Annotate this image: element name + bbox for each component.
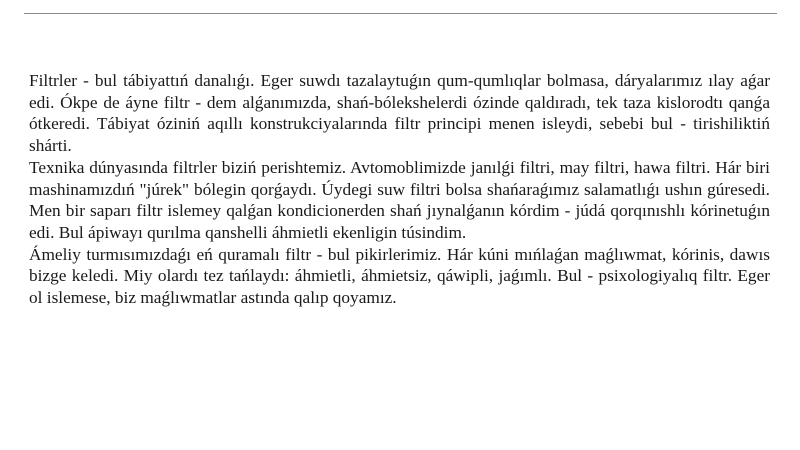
document-body [29,70,770,309]
header-rule [24,13,777,14]
paragraph-nature-filters: Filtrler - bul tábiyattıń danalıǵı. Eger suwdı tazalaytuǵın qum-qumlıqlar bolmasa, dáryalarımız ılay aǵar edi. Ókpe de áyne filtr - dem alǵanımızda, shań-bólekshelerdi ózinde qaldıradı, tek taza kislorodtı qanǵa ótkeredi. Tábiyat óziniń aqıllı konstrukciyalarında filtr principi menen isleydi, sebebi bul - tirishiliktiń shárti. [29,71,770,156]
paragraph-technology-filters: Texnika dúnyasında filtrler biziń perishtemiz. Avtomoblimizde janılǵi filtri, may filtri, hawa filtri. Hár biri mashinamızdıń "júrek" bólegin qorǵaydı. Úydegi suw filtri bolsa shańaraǵımız salamatlıǵı ushın gúresedi. Men bir saparı filtr islemey qalǵan kondicionerden shań jıynalǵanın kórdim - júdá qorqınıshlı kórinetuǵın edi. Bul ápiwayı qurılma qanshelli áhmietli ekenligin túsindim. [29,157,770,242]
paragraph-psychological-filters: Ámeliy turmısımızdaǵı eń quramalı filtr - bul pikirlerimiz. Hár kúni mıńlaǵan maǵlıwmat, kórinis, dawıs bizge keledi. Miy olardı tez tańlaydı: áhmietli, áhmietsiz, qáwipli, jaǵımlı. Bul - psixologiyalıq filtr. Eger ol islemese, biz maǵlıwmatlar astında qalıp qoyamız. [29,244,770,308]
